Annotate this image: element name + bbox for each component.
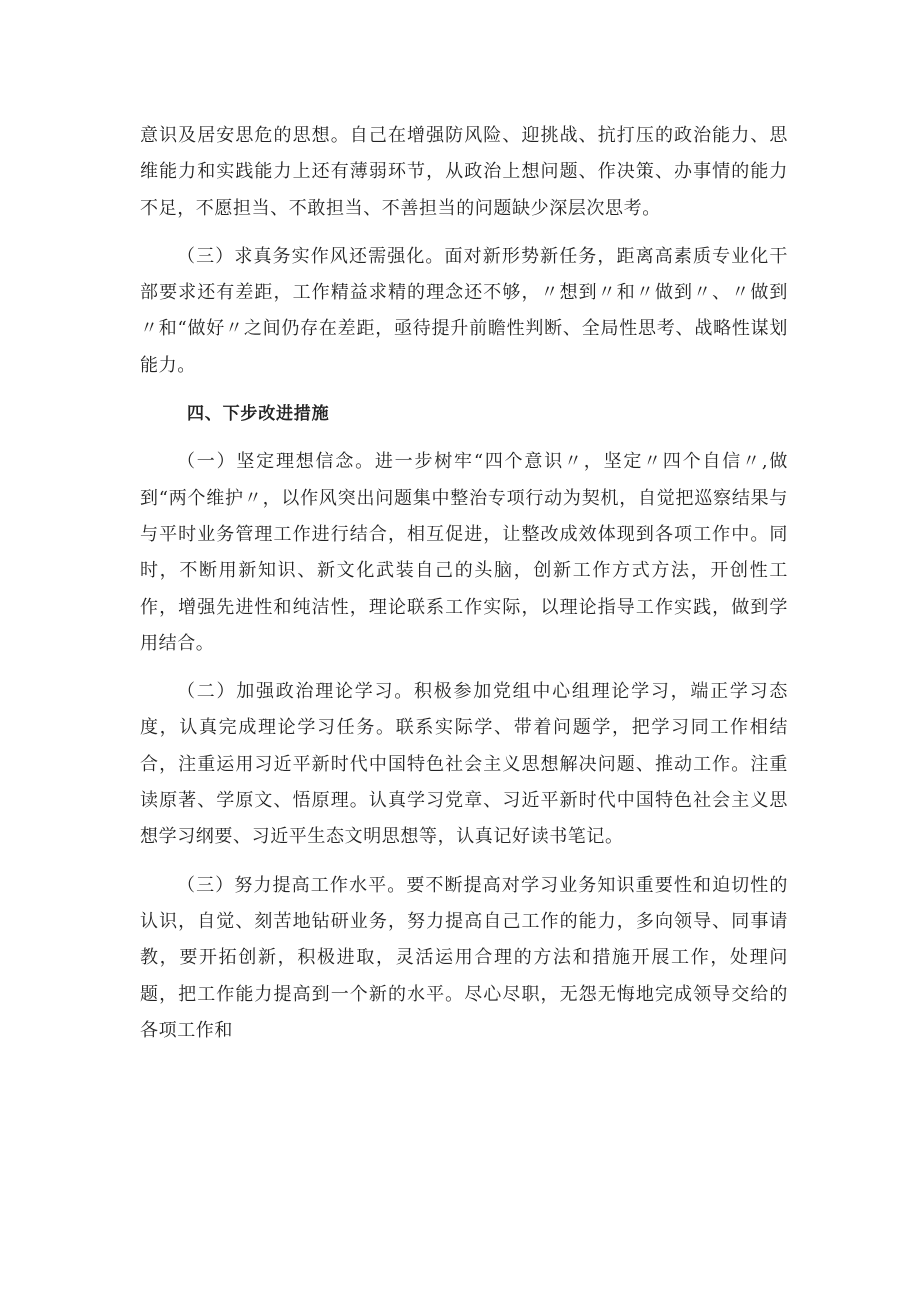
document-body — [140, 118, 788, 1049]
section-heading-improvement-measures: 四、下步改进措施 — [187, 404, 330, 425]
paragraph-section-3-work-style: （三）求真务实作风还需强化。面对新形势新任务，距离高素质专业化干部要求还有差距，工作精益求精的理念还不够，〃想到〃和〃做到〃、〃做到〃和“做好〃之间仍存在差距，亟待提升前瞻性判断、全局性思考、战略性谋划能力。 — [140, 245, 788, 376]
paragraph-measure-1-ideals: （一）坚定理想信念。进一步树牢“四个意识〃，坚定〃四个自信〃,做到“两个维护〃，以作风突出问题集中整治专项行动为契机，自觉把巡察结果与与平时业务管理工作进行结合，相互促进，让整改成效体现到各项工作中。同时，不断用新知识、新文化武装自己的头脑，创新工作方式方法，开创性工作，增强先进性和纯洁性，理论联系工作实际，以理论指导工作实践，做到学用结合。 — [140, 451, 788, 654]
paragraph-measure-3-work-level: （三）努力提高工作水平。要不断提高对学习业务知识重要性和迫切性的认识，自觉、刻苦地钻研业务，努力提高自己工作的能力，多向领导、同事请教，要开拓创新，积极进取，灵活运用合理的方法和措施开展工作，处理问题，把工作能力提高到一个新的水平。尽心尽职，无怨无悔地完成领导交给的各项工作和 — [140, 874, 788, 1041]
paragraph-continued: 意识及居安思危的思想。自己在增强防风险、迎挑战、抗打压的政治能力、思维能力和实践能力上还有薄弱环节，从政治上想问题、作决策、办事情的能力不足，不愿担当、不敢担当、不善担当的问题缺少深层次思考。 — [140, 125, 788, 219]
paragraph-measure-2-theory-study: （二）加强政治理论学习。积极参加党组中心组理论学习，端正学习态度，认真完成理论学习任务。联系实际学、带着问题学，把学习同工作相结合，注重运用习近平新时代中国特色社会主义思想解决问题、推动工作。注重读原著、学原文、悟原理。认真学习党章、习近平新时代中国特色社会主义思想学习纲要、习近平生态文明思想等，认真记好读书笔记。 — [140, 681, 788, 848]
